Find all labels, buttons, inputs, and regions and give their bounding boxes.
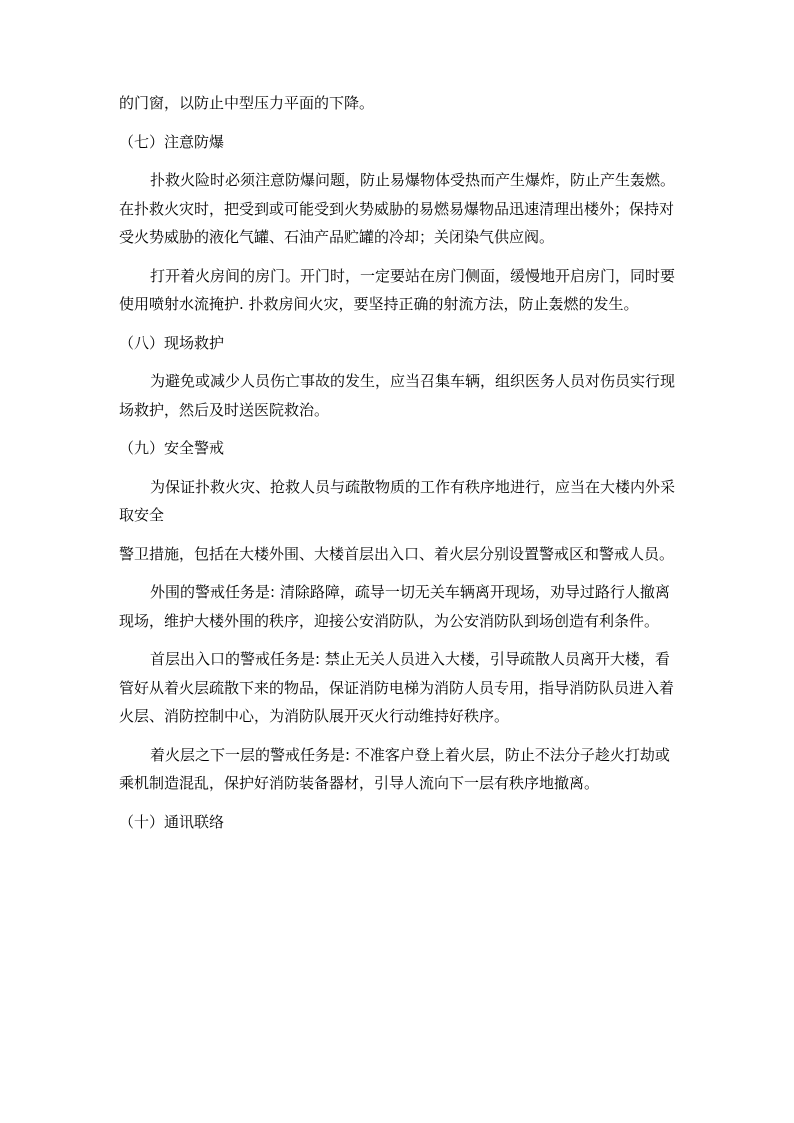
paragraph-onsite-rescue: 为避免或减少人员伤亡事故的发生，应当召集车辆，组织医务人员对伤员实行现场救护，然后及时送医院救治。	[119, 372, 676, 419]
paragraph-lower-floor-cordon: 着火层之下一层的警戒任务是: 不准客户登上着火层，防止不法分子趁火打劫或乘机制造混乱，保护好消防装备器材，引导人流向下一层有秩序地撤离。	[119, 745, 670, 792]
section-heading-security-cordon: （九）安全警戒	[119, 439, 225, 457]
section-heading-communications: （十）通讯联络	[119, 812, 225, 831]
paragraph-security-intro: 为保证扑救火灾、抢救人员与疏散物质的工作有秩序地进行，应当在大楼内外采取安全	[119, 477, 676, 524]
paragraph-open-door: 打开着火房间的房门。开门时，一定要站在房门侧面，缓慢地开启房门，同时要使用喷射水流掩护. 扑救房间火灾，要坚持正确的射流方法，防止轰燃的发生。	[119, 266, 676, 313]
paragraph-continuation: 的门窗，以防止中型压力平面的下降。	[119, 94, 375, 112]
section-heading-explosion-prevention: （七）注意防爆	[119, 132, 225, 151]
paragraph-ground-floor-cordon: 首层出入口的警戒任务是: 禁止无关人员进入大楼，引导疏散人员离开大楼，看管好从着火层疏散下来的物品，保证消防电梯为消防人员专用，指导消防队员进入着火层、消防控制中心，为消防队展开灭火行动维持好秩序。	[119, 650, 675, 725]
paragraph-explosion-prevention: 扑救火险时必须注意防爆问题，防止易爆物体受热而产生爆炸，防止产生轰燃。在扑救火灾时，把受到或可能受到火势威胁的易燃易爆物品迅速清理出楼外；保持对受火势威胁的液化气罐、石油产品贮罐的冷却；关闭染气供应阀。	[119, 171, 676, 246]
paragraph-outer-cordon: 外围的警戒任务是: 清除路障，疏导一切无关车辆离开现场，劝导过路行人撤离现场，维护大楼外围的秩序，迎接公安消防队，为公安消防队到场创造有利条件。	[119, 583, 670, 630]
section-heading-onsite-rescue: （八）现场救护	[119, 333, 225, 352]
paragraph-security-measures: 警卫措施，包括在大楼外围、大楼首层出入口、着火层分别设置警戒区和警戒人员。	[119, 544, 675, 563]
